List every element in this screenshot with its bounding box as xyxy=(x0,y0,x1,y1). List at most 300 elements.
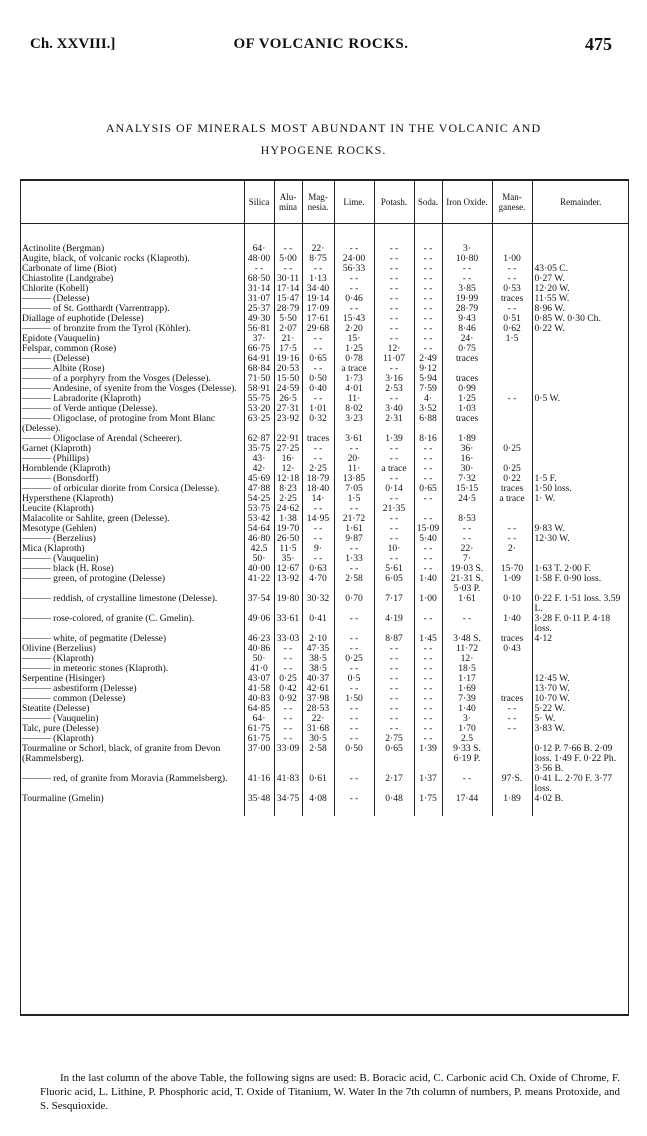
mineral-name: Epidote (Vauquelin) xyxy=(22,334,100,344)
table-row xyxy=(20,264,629,274)
table-row xyxy=(20,404,629,414)
value-cell: 42· xyxy=(244,464,274,474)
value-cell: 1·38 xyxy=(274,514,302,524)
value-cell: 15·09 xyxy=(414,524,442,534)
value-cell: - - xyxy=(414,224,442,255)
table-header-row xyxy=(20,180,629,224)
value-cell: - - xyxy=(374,304,414,314)
value-cell xyxy=(492,554,532,564)
value-cell: 43·07 xyxy=(244,674,274,684)
remainder-cell xyxy=(532,514,629,524)
table-row xyxy=(20,484,629,494)
value-cell: 15·43 xyxy=(334,314,374,324)
value-cell: 1·39 xyxy=(414,744,442,774)
value-cell: 0·32 xyxy=(302,414,334,434)
table-row xyxy=(20,314,629,324)
value-cell: 6·05 xyxy=(374,574,414,594)
remainder-cell: 0·85 W. 0·30 Ch. xyxy=(532,314,629,324)
mineral-name: ——— Labradorite (Klaproth) xyxy=(22,394,141,404)
remainder-cell: 43·05 C. xyxy=(532,264,629,274)
value-cell: 19·99 xyxy=(442,294,492,304)
table-row xyxy=(20,714,629,724)
value-cell: 37·00 xyxy=(244,744,274,774)
value-cell: 40·37 xyxy=(302,674,334,684)
value-cell: a trace xyxy=(492,494,532,504)
value-cell: 1·00 xyxy=(414,594,442,614)
value-cell: 1·03 xyxy=(442,404,492,414)
value-cell: 1·5 xyxy=(334,494,374,504)
value-cell: 64·91 xyxy=(244,354,274,364)
value-cell: - - xyxy=(414,564,442,574)
value-cell xyxy=(414,504,442,514)
remainder-cell xyxy=(532,454,629,464)
value-cell: - - xyxy=(374,554,414,564)
value-cell: traces xyxy=(442,374,492,384)
value-cell: - - xyxy=(414,734,442,744)
value-cell: 7·05 xyxy=(334,484,374,494)
value-cell: 3·23 xyxy=(334,414,374,434)
value-cell: 45·69 xyxy=(244,474,274,484)
mineral-name: ——— (Delesse) xyxy=(22,354,90,364)
table-row xyxy=(20,734,629,744)
mineral-name: ——— of St. Gotthardt (Varrentrapp). xyxy=(22,304,170,314)
value-cell: 8·46 xyxy=(442,324,492,334)
table-row xyxy=(20,254,629,264)
remainder-cell xyxy=(532,544,629,554)
value-cell: 38·5 xyxy=(302,664,334,674)
value-cell: - - xyxy=(414,614,442,634)
value-cell: 0·43 xyxy=(492,644,532,654)
mineral-name: ——— green, of protogine (Delesse) xyxy=(22,574,166,584)
value-cell xyxy=(492,654,532,664)
value-cell: - - xyxy=(492,704,532,714)
mineral-name: Serpentine (Hisinger) xyxy=(22,674,105,684)
mineral-name: Augite, black, of volcanic rocks (Klaproth). xyxy=(22,254,190,264)
value-cell: 24· xyxy=(442,334,492,344)
value-cell: traces xyxy=(492,294,532,304)
value-cell: - - xyxy=(374,694,414,704)
value-cell: - - xyxy=(374,224,414,255)
value-cell: 24·00 xyxy=(334,254,374,264)
value-cell: - - xyxy=(274,714,302,724)
value-cell: 0·53 xyxy=(492,284,532,294)
value-cell: 3· xyxy=(442,714,492,724)
remainder-cell xyxy=(532,654,629,664)
value-cell: - - xyxy=(414,654,442,664)
value-cell: - - xyxy=(414,684,442,694)
value-cell: 27·31 xyxy=(274,404,302,414)
value-cell: 37·54 xyxy=(244,594,274,614)
value-cell: 15·15 xyxy=(442,484,492,494)
value-cell: 18·5 xyxy=(442,664,492,674)
value-cell: - - xyxy=(302,364,334,374)
remainder-cell: 0·41 L. 2·70 F. 3·77 loss. xyxy=(532,774,629,794)
value-cell: 36· xyxy=(442,444,492,454)
value-cell: - - xyxy=(302,444,334,454)
value-cell: - - xyxy=(442,274,492,284)
footnote: In the last column of the above Table, the following signs are used: B. Boracic acid, C. Carbonic acid Ch. Oxide of Chrome, F. Fluoric acid, L. Lithine, P. Phosphoric acid, T. Oxide of Titanium, W. Water In the 7th column of numbers, P. means Protoxide, and S. Sesquioxide. xyxy=(40,1072,620,1112)
value-cell: 64· xyxy=(244,714,274,724)
remainder-cell: 3·28 F. 0·11 P. 4·18 loss. xyxy=(532,614,629,634)
value-cell xyxy=(492,664,532,674)
value-cell: 64· xyxy=(244,224,274,255)
column-header: Lime. xyxy=(334,180,374,224)
table-row xyxy=(20,464,629,474)
value-cell: traces xyxy=(492,694,532,704)
value-cell: 19·16 xyxy=(274,354,302,364)
value-cell: - - xyxy=(414,274,442,284)
value-cell: - - xyxy=(374,254,414,264)
mineral-name: Actinolite (Bergman) xyxy=(22,243,105,254)
value-cell xyxy=(492,434,532,444)
value-cell: 12· xyxy=(442,654,492,664)
remainder-cell: 11·55 W. xyxy=(532,294,629,304)
value-cell: 61·75 xyxy=(244,724,274,734)
value-cell: 17·61 xyxy=(302,314,334,324)
remainder-cell xyxy=(532,384,629,394)
value-cell xyxy=(442,364,492,374)
value-cell: - - xyxy=(414,254,442,264)
value-cell: - - xyxy=(334,224,374,255)
column-header: Remainder. xyxy=(532,180,629,224)
mineral-name: ——— Andesine, of syenite from the Vosges (Delesse). xyxy=(22,384,237,394)
remainder-cell: 5·22 W. xyxy=(532,704,629,714)
value-cell: 31·07 xyxy=(244,294,274,304)
value-cell: 23·92 xyxy=(274,414,302,434)
value-cell: 4·01 xyxy=(334,384,374,394)
value-cell: 53·20 xyxy=(244,404,274,414)
value-cell: 37·98 xyxy=(302,694,334,704)
table-row xyxy=(20,284,629,294)
table-title-line-1: ANALYSIS OF MINERALS MOST ABUNDANT IN THE VOLCANIC AND xyxy=(105,121,542,135)
value-cell: - - xyxy=(334,714,374,724)
value-cell xyxy=(492,354,532,364)
value-cell: - - xyxy=(334,774,374,794)
table-body xyxy=(20,224,629,817)
value-cell: - - xyxy=(274,734,302,744)
value-cell: - - xyxy=(334,564,374,574)
value-cell: - - xyxy=(334,614,374,634)
chapter-label: Ch. XXVIII.] xyxy=(30,36,116,52)
value-cell: 1·40 xyxy=(492,614,532,634)
value-cell: - - xyxy=(334,284,374,294)
value-cell: a trace xyxy=(334,364,374,374)
value-cell: 22· xyxy=(442,544,492,554)
value-cell: - - xyxy=(414,474,442,484)
value-cell: 1·40 xyxy=(414,574,442,594)
value-cell: 63·25 xyxy=(244,414,274,434)
value-cell: 1·89 xyxy=(492,794,532,816)
table-row xyxy=(20,304,629,314)
value-cell: 3· xyxy=(442,224,492,255)
value-cell: 68·84 xyxy=(244,364,274,374)
column-header: Alu-mina xyxy=(274,180,302,224)
remainder-cell: 1·5 F. xyxy=(532,474,629,484)
value-cell: 28·53 xyxy=(302,704,334,714)
value-cell: - - xyxy=(442,774,492,794)
value-cell: - - xyxy=(302,394,334,404)
value-cell: 11·5 xyxy=(274,544,302,554)
value-cell: 24·59 xyxy=(274,384,302,394)
value-cell: 0·42 xyxy=(274,684,302,694)
value-cell: 48·00 xyxy=(244,254,274,264)
value-cell: a trace xyxy=(374,464,414,474)
value-cell: 50· xyxy=(244,554,274,564)
value-cell: 24·62 xyxy=(274,504,302,514)
mineral-analysis-table xyxy=(20,179,629,816)
value-cell: - - xyxy=(334,304,374,314)
value-cell: - - xyxy=(374,644,414,654)
value-cell: 1·09 xyxy=(492,574,532,594)
value-cell: - - xyxy=(334,734,374,744)
table-row xyxy=(20,394,629,404)
table-row xyxy=(20,414,629,434)
value-cell: - - xyxy=(374,334,414,344)
value-cell: 19·70 xyxy=(274,524,302,534)
table-row xyxy=(20,274,629,284)
value-cell: 9·33 S. 6·19 P. xyxy=(442,744,492,774)
value-cell: - - xyxy=(374,524,414,534)
value-cell: 1·39 xyxy=(374,434,414,444)
value-cell: 41·83 xyxy=(274,774,302,794)
value-cell: 47·88 xyxy=(244,484,274,494)
value-cell: 16· xyxy=(442,454,492,464)
mineral-name: Tourmaline or Schorl, black, of granite from Devon (Rammelsberg). xyxy=(22,744,221,764)
value-cell: 0·48 xyxy=(374,794,414,816)
value-cell: 4·19 xyxy=(374,614,414,634)
value-cell: 2·17 xyxy=(374,774,414,794)
value-cell: - - xyxy=(414,724,442,734)
value-cell: - - xyxy=(492,264,532,274)
value-cell xyxy=(492,374,532,384)
column-header: Iron Oxide. xyxy=(442,180,492,224)
value-cell: traces xyxy=(492,634,532,644)
value-cell: - - xyxy=(374,654,414,664)
value-cell: 0·70 xyxy=(334,594,374,614)
mineral-name: ——— reddish, of crystalline limestone (Delesse). xyxy=(22,594,218,604)
value-cell: 26·5 xyxy=(274,394,302,404)
value-cell: - - xyxy=(334,724,374,734)
value-cell: - - xyxy=(492,304,532,314)
value-cell: 43· xyxy=(244,454,274,464)
value-cell: - - xyxy=(414,644,442,654)
remainder-cell xyxy=(532,344,629,354)
value-cell: 53·42 xyxy=(244,514,274,524)
value-cell: 66·75 xyxy=(244,344,274,354)
value-cell: traces xyxy=(492,484,532,494)
value-cell: 0·92 xyxy=(274,694,302,704)
value-cell: 55·75 xyxy=(244,394,274,404)
table-title xyxy=(0,117,647,161)
value-cell: 1·70 xyxy=(442,724,492,734)
value-cell: 41·16 xyxy=(244,774,274,794)
value-cell: 68·50 xyxy=(244,274,274,284)
table-row xyxy=(20,724,629,734)
mineral-name: Mesotype (Gehlen) xyxy=(22,524,97,534)
value-cell: - - xyxy=(334,544,374,554)
mineral-name: Mica (Klaproth) xyxy=(22,544,85,554)
value-cell: - - xyxy=(274,704,302,714)
remainder-cell xyxy=(532,414,629,434)
value-cell: 18·40 xyxy=(302,484,334,494)
remainder-cell: 8·96 W. xyxy=(532,304,629,314)
value-cell: 30·11 xyxy=(274,274,302,284)
table-row xyxy=(20,644,629,654)
value-cell: 33·09 xyxy=(274,744,302,774)
mineral-name: Hornblende (Klaproth) xyxy=(22,464,111,474)
value-cell: 4·08 xyxy=(302,794,334,816)
mineral-name: ——— (Delesse) xyxy=(22,294,90,304)
value-cell: - - xyxy=(374,324,414,334)
remainder-cell: 12·20 W. xyxy=(532,284,629,294)
value-cell: 31·14 xyxy=(244,284,274,294)
value-cell: 0·25 xyxy=(492,464,532,474)
value-cell: - - xyxy=(274,724,302,734)
table-row xyxy=(20,654,629,664)
remainder-cell xyxy=(532,554,629,564)
value-cell: 0·46 xyxy=(334,294,374,304)
remainder-cell: 12·45 W. xyxy=(532,674,629,684)
value-cell: - - xyxy=(374,724,414,734)
value-cell: 0·25 xyxy=(492,444,532,454)
remainder-cell xyxy=(532,254,629,264)
value-cell: - - xyxy=(414,664,442,674)
value-cell: - - xyxy=(302,504,334,514)
table-row xyxy=(20,444,629,454)
value-cell: 0·78 xyxy=(334,354,374,364)
value-cell: - - xyxy=(374,474,414,484)
value-cell: 10· xyxy=(374,544,414,554)
value-cell: 46·23 xyxy=(244,634,274,644)
mineral-name: ——— (Bonsdorff) xyxy=(22,474,99,484)
value-cell: - - xyxy=(274,644,302,654)
value-cell xyxy=(492,224,532,255)
table-row xyxy=(20,294,629,304)
mineral-name: ——— (Vauquelin) xyxy=(22,554,99,564)
mineral-name: ——— (Berzelius) xyxy=(22,534,96,544)
value-cell: traces xyxy=(302,434,334,444)
value-cell: 7· xyxy=(442,554,492,564)
value-cell: 3·85 xyxy=(442,284,492,294)
value-cell: 17·5 xyxy=(274,344,302,354)
value-cell: - - xyxy=(274,264,302,274)
value-cell: 4· xyxy=(414,394,442,404)
value-cell: 1·5 xyxy=(492,334,532,344)
value-cell: - - xyxy=(492,534,532,544)
value-cell: 0·5 xyxy=(334,674,374,684)
value-cell: 0·65 xyxy=(302,354,334,364)
value-cell: - - xyxy=(414,694,442,704)
value-cell: 0·62 xyxy=(492,324,532,334)
value-cell: 61·75 xyxy=(244,734,274,744)
page-number: 475 xyxy=(585,34,612,54)
remainder-cell: 13·70 W. xyxy=(532,684,629,694)
value-cell: 1·17 xyxy=(442,674,492,684)
table-row xyxy=(20,684,629,694)
value-cell: 21· xyxy=(274,334,302,344)
mineral-name: Chlorite (Kobell) xyxy=(22,284,89,294)
value-cell: 2.5 xyxy=(442,734,492,744)
mineral-name: Malacolite or Sahlite, green (Delesse). xyxy=(22,514,170,524)
mineral-name: ——— Oligoclase of Arendal (Scheerer). xyxy=(22,434,183,444)
column-header: Man-ganese. xyxy=(492,180,532,224)
remainder-cell xyxy=(532,734,629,744)
value-cell: 12· xyxy=(274,464,302,474)
value-cell: 35·75 xyxy=(244,444,274,454)
value-cell xyxy=(492,414,532,434)
value-cell: 2·10 xyxy=(302,634,334,644)
value-cell: - - xyxy=(374,664,414,674)
value-cell: - - xyxy=(442,264,492,274)
value-cell: - - xyxy=(334,644,374,654)
value-cell xyxy=(492,364,532,374)
value-cell: 1·61 xyxy=(334,524,374,534)
value-cell: - - xyxy=(414,514,442,524)
value-cell: 8·87 xyxy=(374,634,414,644)
value-cell: - - xyxy=(374,264,414,274)
value-cell: 7·59 xyxy=(414,384,442,394)
value-cell: - - xyxy=(274,664,302,674)
value-cell: 11·72 xyxy=(442,644,492,654)
value-cell: 7·32 xyxy=(442,474,492,484)
value-cell: 1·25 xyxy=(442,394,492,404)
remainder-cell xyxy=(532,434,629,444)
value-cell: 1·75 xyxy=(414,794,442,816)
remainder-cell: 0·22 F. 1·51 loss. 3.59 L. xyxy=(532,594,629,614)
value-cell: - - xyxy=(374,284,414,294)
remainder-cell xyxy=(532,354,629,364)
mineral-name: ——— red, of granite from Moravia (Rammelsberg). xyxy=(22,774,228,784)
value-cell xyxy=(492,684,532,694)
value-cell: 20· xyxy=(334,454,374,464)
value-cell: - - xyxy=(374,714,414,724)
value-cell: - - xyxy=(334,444,374,454)
value-cell: 15· xyxy=(334,334,374,344)
value-cell: 0·41 xyxy=(302,614,334,634)
value-cell: 12·67 xyxy=(274,564,302,574)
table-row xyxy=(20,744,629,774)
value-cell: - - xyxy=(302,554,334,564)
table-row xyxy=(20,514,629,524)
value-cell: 64·85 xyxy=(244,704,274,714)
value-cell: - - xyxy=(274,654,302,664)
value-cell: - - xyxy=(414,334,442,344)
value-cell: 2·25 xyxy=(274,494,302,504)
value-cell: 42.5 xyxy=(244,544,274,554)
value-cell: 7·39 xyxy=(442,694,492,704)
value-cell: 8·53 xyxy=(442,514,492,524)
value-cell: 1·37 xyxy=(414,774,442,794)
value-cell: 9·43 xyxy=(442,314,492,324)
table-row xyxy=(20,364,629,374)
value-cell: 0·25 xyxy=(274,674,302,684)
table-row xyxy=(20,324,629,334)
table-row xyxy=(20,664,629,674)
remainder-cell xyxy=(532,504,629,514)
value-cell xyxy=(492,734,532,744)
value-cell: 0·63 xyxy=(302,564,334,574)
mineral-name: Hypersthene (Klaproth) xyxy=(22,494,114,504)
value-cell: 40·83 xyxy=(244,694,274,704)
value-cell: 97·S. xyxy=(492,774,532,794)
value-cell: 25·37 xyxy=(244,304,274,314)
value-cell: 53·75 xyxy=(244,504,274,514)
value-cell: 19·14 xyxy=(302,294,334,304)
table-row xyxy=(20,774,629,794)
value-cell: - - xyxy=(414,314,442,324)
value-cell: 11·07 xyxy=(374,354,414,364)
value-cell: - - xyxy=(414,714,442,724)
